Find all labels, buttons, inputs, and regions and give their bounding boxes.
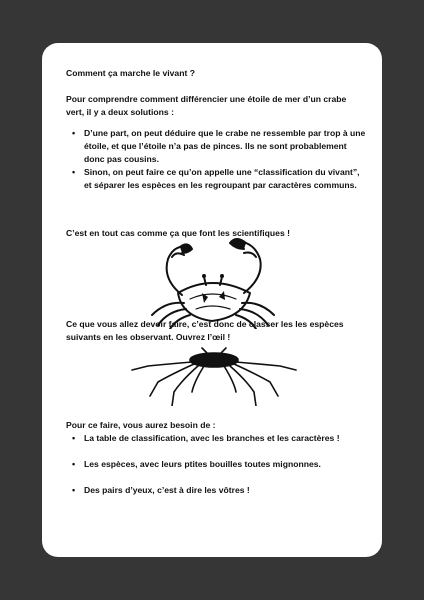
list-item: • Sinon, on peut faire ce qu’on appelle une “classification du vivant”, et séparer les espèces en les regroupant par caractères communs.	[66, 166, 366, 192]
needs-intro: Pour ce faire, vous aurez besoin de :	[66, 420, 216, 430]
page-title: Comment ça marche le vivant ?	[66, 68, 195, 78]
content-card	[42, 43, 382, 557]
list-spacer	[66, 445, 366, 458]
crab-illustration	[132, 229, 292, 329]
list-item: • D’une part, on peut déduire que le crabe ne ressemble par trop à une étoile, et que l’étoile n’a pas de pinces. Ils ne sont probablement donc pas cousins.	[66, 127, 366, 166]
intro-paragraph: Pour comprendre comment différencier une étoile de mer d’un crabe vert, il y a deux solutions :	[66, 94, 347, 117]
list-spacer	[66, 471, 366, 484]
list-item: • La table de classification, avec les branches et les caractères !	[66, 432, 366, 445]
conclusion-text: C’est en tout cas comme ça que font les scientifiques !	[66, 228, 290, 238]
list-item: • Les espèces, avec leurs ptites bouilles toutes mignonnes.	[66, 458, 366, 471]
needs-list	[66, 432, 366, 497]
list-item: • Des pairs d’yeux, c’est à dire les vôtres !	[66, 484, 366, 497]
task-paragraph: Ce que vous allez devoir faire, c’est donc de classer les les espèces suivants en les observant. Ouvrez l’œil !	[66, 319, 344, 342]
spider-crab-illustration	[128, 346, 300, 406]
solutions-list	[66, 127, 366, 192]
